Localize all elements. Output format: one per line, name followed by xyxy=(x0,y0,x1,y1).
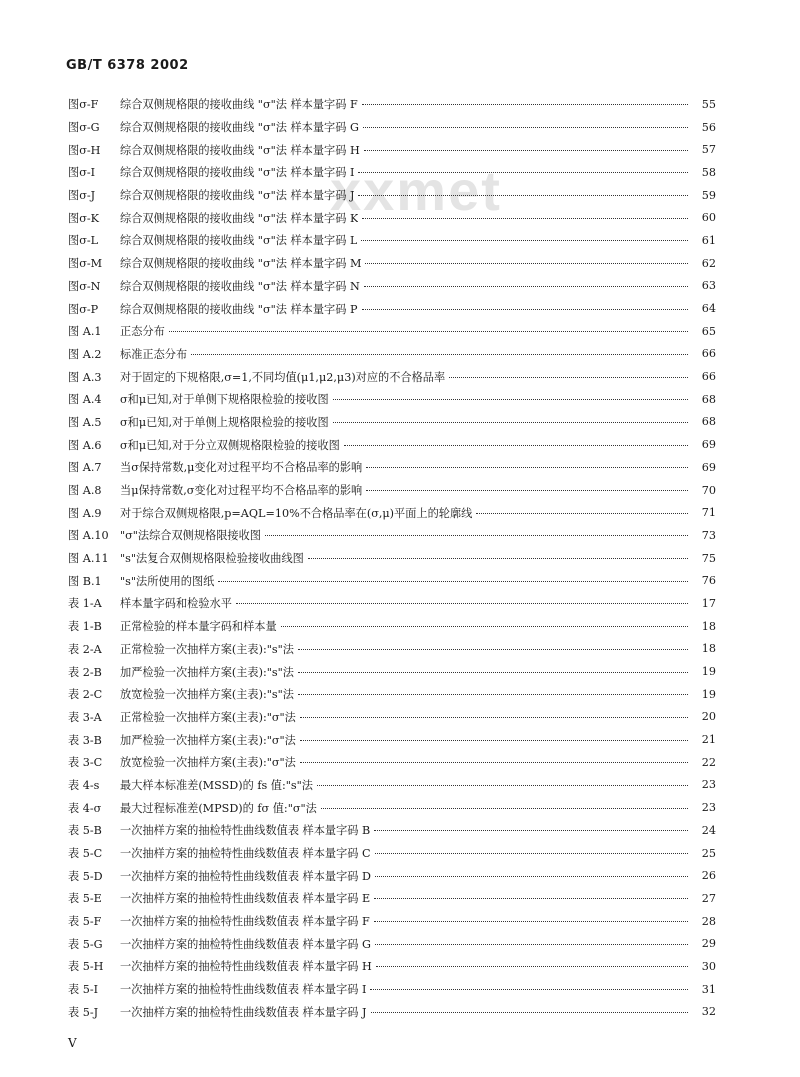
toc-entry[interactable] xyxy=(68,955,716,978)
leader-dots xyxy=(362,217,688,219)
toc-entry-page: 29 xyxy=(701,937,716,951)
toc-entry[interactable] xyxy=(68,932,716,955)
toc-entry-label: 图 A.5 xyxy=(68,415,102,429)
leader-dots xyxy=(449,376,688,378)
toc-entry-label: 图 A.2 xyxy=(68,347,102,361)
leader-dots xyxy=(265,534,688,536)
toc-entry-title: σ和μ已知,对于单侧上规格限检验的接收图 xyxy=(120,415,329,429)
leader-dots xyxy=(300,716,688,718)
toc-entry-title: 最大过程标准差(MPSD)的 fσ 值:"σ"法 xyxy=(120,801,317,815)
toc-entry-label: 表 5-G xyxy=(68,937,103,951)
toc-entry-title: 加严检验一次抽样方案(主表):"s"法 xyxy=(120,665,294,679)
toc-entry-title: 综合双侧规格限的接收曲线 "σ"法 样本量字码 N xyxy=(120,279,360,293)
toc-entry-page: 23 xyxy=(701,778,716,792)
toc-entry-title: 放宽检验一次抽样方案(主表):"s"法 xyxy=(120,688,294,702)
toc-entry-page: 28 xyxy=(701,914,716,928)
toc-entry-title: 一次抽样方案的抽检特性曲线数值表 样本量字码 G xyxy=(120,937,371,951)
leader-dots xyxy=(308,557,688,559)
toc-entry-title: 一次抽样方案的抽检特性曲线数值表 样本量字码 F xyxy=(120,915,370,929)
toc-entry-label: 表 5-I xyxy=(68,983,99,997)
leader-dots xyxy=(374,920,688,922)
toc-entry-title: 综合双侧规格限的接收曲线 "σ"法 样本量字码 I xyxy=(120,166,355,180)
toc-entry-title: 一次抽样方案的抽检特性曲线数值表 样本量字码 C xyxy=(120,847,371,861)
leader-dots xyxy=(218,580,688,582)
toc-entry[interactable] xyxy=(68,524,716,547)
leader-dots xyxy=(361,239,688,241)
toc-entry-label: 图 A.10 xyxy=(68,529,109,543)
toc-entry-page: 26 xyxy=(701,869,716,883)
toc-entry-label: 表 1-A xyxy=(68,597,102,611)
toc-entry-label: 图 A.4 xyxy=(68,393,102,407)
leader-dots xyxy=(169,330,688,332)
toc-entry-title: 综合双侧规格限的接收曲线 "σ"法 样本量字码 K xyxy=(120,211,359,225)
toc-entry-title: 加严检验一次抽样方案(主表):"σ"法 xyxy=(120,733,296,747)
toc-entry[interactable] xyxy=(68,138,716,161)
toc-entry-label: 图 B.1 xyxy=(68,574,102,588)
toc-entry-page: 68 xyxy=(701,392,716,406)
toc-entry[interactable] xyxy=(68,615,716,638)
toc-entry[interactable] xyxy=(68,547,716,570)
leader-dots xyxy=(317,784,688,786)
toc-entry-page: 18 xyxy=(701,642,716,656)
toc-entry-page: 18 xyxy=(701,619,716,633)
leader-dots xyxy=(375,852,688,854)
toc-entry-page: 69 xyxy=(701,438,716,452)
leader-dots xyxy=(363,126,688,128)
leader-dots xyxy=(300,761,688,763)
toc-entry-page: 20 xyxy=(701,710,716,724)
leader-dots xyxy=(333,421,688,423)
leader-dots xyxy=(344,444,688,446)
toc-entry-label: 表 5-C xyxy=(68,847,103,861)
toc-entry-label: 图 A.6 xyxy=(68,438,102,452)
toc-entry-label: 图 A.7 xyxy=(68,461,102,475)
toc-entry-label: 图σ-H xyxy=(68,143,101,157)
toc-entry-label: 表 2-C xyxy=(68,688,103,702)
toc-entry-title: "s"法所使用的图纸 xyxy=(120,574,215,588)
leader-dots xyxy=(375,943,688,945)
leader-dots xyxy=(364,285,688,287)
toc-entry-page: 57 xyxy=(701,143,716,157)
toc-entry-page: 21 xyxy=(701,733,716,747)
leader-dots xyxy=(370,988,688,990)
leader-dots xyxy=(362,103,688,105)
toc-entry[interactable] xyxy=(68,456,716,479)
toc-entry[interactable] xyxy=(68,411,716,434)
toc-entry-page: 56 xyxy=(701,120,716,134)
toc-entry-title: 当μ保持常数,σ变化对过程平均不合格品率的影响 xyxy=(120,484,363,498)
toc-entry[interactable] xyxy=(68,660,716,683)
toc-entry-label: 图σ-G xyxy=(68,121,100,135)
toc-entry[interactable] xyxy=(68,433,716,456)
leader-dots xyxy=(236,602,688,604)
toc-entry-label: 图 A.11 xyxy=(68,552,109,566)
toc-entry[interactable] xyxy=(68,388,716,411)
toc-entry-page: 61 xyxy=(701,233,716,247)
toc-entry-label: 表 3-C xyxy=(68,756,103,770)
toc-entry[interactable] xyxy=(68,161,716,184)
toc-entry-page: 19 xyxy=(701,687,716,701)
leader-dots xyxy=(476,512,688,514)
toc-entry-title: 一次抽样方案的抽检特性曲线数值表 样本量字码 B xyxy=(120,824,371,838)
toc-entry-label: 表 1-B xyxy=(68,620,102,634)
toc-entry-label: 表 3-B xyxy=(68,733,102,747)
toc-entry-title: 正常检验一次抽样方案(主表):"σ"法 xyxy=(120,710,296,724)
toc-entry-label: 表 3-A xyxy=(68,710,102,724)
toc-entry-label: 图σ-F xyxy=(68,98,99,112)
leader-dots xyxy=(321,807,688,809)
toc-entry[interactable] xyxy=(68,774,716,797)
toc-entry[interactable] xyxy=(68,343,716,366)
toc-entry[interactable] xyxy=(68,229,716,252)
toc-entry-page: 27 xyxy=(701,891,716,905)
toc-entry[interactable] xyxy=(68,910,716,933)
toc-entry-label: 表 5-H xyxy=(68,960,104,974)
toc-entry-title: σ和μ已知,对于单侧下规格限检验的接收图 xyxy=(120,393,329,407)
toc-entry-label: 表 4-s xyxy=(68,778,100,792)
toc-entry-label: 图σ-L xyxy=(68,234,99,248)
toc-entry-label: 图 A.1 xyxy=(68,325,102,339)
toc-entry-label: 图σ-N xyxy=(68,279,101,293)
toc-entry-label: 图 A.3 xyxy=(68,370,102,384)
leader-dots xyxy=(362,308,688,310)
toc-entry[interactable] xyxy=(68,365,716,388)
toc-entry-label: 表 2-B xyxy=(68,665,102,679)
toc-entry-title: 一次抽样方案的抽检特性曲线数值表 样本量字码 E xyxy=(120,892,371,906)
toc-entry-page: 64 xyxy=(701,302,716,316)
toc-entry-title: 综合双侧规格限的接收曲线 "σ"法 样本量字码 L xyxy=(120,234,358,248)
toc-entry[interactable] xyxy=(68,819,716,842)
toc-entry[interactable] xyxy=(68,638,716,661)
leader-dots xyxy=(358,194,688,196)
toc-entry-title: 综合双侧规格限的接收曲线 "σ"法 样本量字码 J xyxy=(120,189,355,203)
toc-entry-page: 24 xyxy=(701,823,716,837)
toc-entry[interactable] xyxy=(68,479,716,502)
toc-entry-page: 30 xyxy=(701,959,716,973)
toc-list xyxy=(68,93,716,1023)
toc-entry-title: σ和μ已知,对于分立双侧规格限检验的接收图 xyxy=(120,438,340,452)
toc-entry[interactable] xyxy=(68,569,716,592)
toc-entry-page: 55 xyxy=(701,97,716,111)
toc-entry-title: 最大样本标准差(MSSD)的 fs 值:"s"法 xyxy=(120,778,313,792)
leader-dots xyxy=(365,262,688,264)
toc-entry-page: 58 xyxy=(701,165,716,179)
toc-entry[interactable] xyxy=(68,796,716,819)
leader-dots xyxy=(300,739,688,741)
toc-entry-title: 综合双侧规格限的接收曲线 "σ"法 样本量字码 M xyxy=(120,257,362,271)
leader-dots xyxy=(333,398,688,400)
toc-entry-page: 23 xyxy=(701,801,716,815)
toc-entry[interactable] xyxy=(68,842,716,865)
toc-entry-page: 19 xyxy=(701,665,716,679)
leader-dots xyxy=(358,171,688,173)
toc-entry[interactable] xyxy=(68,1001,716,1024)
toc-entry-title: 样本量字码和检验水平 xyxy=(120,597,232,611)
toc-entry-page: 62 xyxy=(701,256,716,270)
leader-dots xyxy=(298,693,688,695)
toc-entry-title: 标准正态分布 xyxy=(120,347,188,361)
toc-entry-title: 对于综合双侧规格限,p=AQL=10%不合格品率在(σ,μ)平面上的轮廓线 xyxy=(120,506,473,520)
toc-entry-label: 图σ-J xyxy=(68,189,96,203)
leader-dots xyxy=(191,353,688,355)
toc-entry-title: 正常检验的样本量字码和样本量 xyxy=(120,620,277,634)
toc-entry-title: "s"法复合双侧规格限检验接收曲线图 xyxy=(120,552,304,566)
toc-entry[interactable] xyxy=(68,978,716,1001)
toc-entry-title: 一次抽样方案的抽检特性曲线数值表 样本量字码 H xyxy=(120,960,372,974)
leader-dots xyxy=(374,897,688,899)
toc-entry[interactable] xyxy=(68,297,716,320)
toc-entry-title: 一次抽样方案的抽检特性曲线数值表 样本量字码 D xyxy=(120,869,372,883)
toc-entry-title: 综合双侧规格限的接收曲线 "σ"法 样本量字码 P xyxy=(120,302,358,316)
toc-entry-page: 25 xyxy=(701,846,716,860)
toc-entry-label: 表 5-E xyxy=(68,892,102,906)
toc-entry[interactable] xyxy=(68,864,716,887)
toc-entry-label: 表 2-A xyxy=(68,642,102,656)
toc-entry-page: 66 xyxy=(701,347,716,361)
toc-entry-page: 22 xyxy=(701,755,716,769)
toc-entry[interactable] xyxy=(68,275,716,298)
leader-dots xyxy=(375,875,688,877)
leader-dots xyxy=(371,1011,688,1013)
toc-entry-label: 图 A.8 xyxy=(68,484,102,498)
toc-entry[interactable] xyxy=(68,320,716,343)
toc-entry-label: 图σ-K xyxy=(68,211,99,225)
toc-entry-title: 对于固定的下规格限,σ=1,不同均值(μ1,μ2,μ3)对应的不合格品率 xyxy=(120,370,446,384)
toc-entry-page: 73 xyxy=(701,528,716,542)
toc-entry-label: 图σ-M xyxy=(68,257,103,271)
toc-entry-title: 放宽检验一次抽样方案(主表):"σ"法 xyxy=(120,756,296,770)
toc-entry-label: 图σ-I xyxy=(68,166,96,180)
toc-entry-label: 图 A.9 xyxy=(68,506,102,520)
toc-entry-page: 63 xyxy=(701,279,716,293)
toc-entry[interactable] xyxy=(68,592,716,615)
leader-dots xyxy=(298,648,688,650)
toc-entry-title: 综合双侧规格限的接收曲线 "σ"法 样本量字码 H xyxy=(120,143,360,157)
toc-entry[interactable] xyxy=(68,706,716,729)
toc-entry[interactable] xyxy=(68,184,716,207)
toc-entry[interactable] xyxy=(68,751,716,774)
toc-entry[interactable] xyxy=(68,887,716,910)
toc-entry-title: 一次抽样方案的抽检特性曲线数值表 样本量字码 J xyxy=(120,1005,367,1019)
toc-entry-label: 表 5-B xyxy=(68,824,102,838)
toc-entry[interactable] xyxy=(68,252,716,275)
toc-entry-page: 31 xyxy=(701,982,716,996)
leader-dots xyxy=(364,149,688,151)
toc-entry-page: 65 xyxy=(701,324,716,338)
watermark: xxmet xyxy=(330,159,502,222)
leader-dots xyxy=(374,829,688,831)
toc-entry-title: "σ"法综合双侧规格限接收图 xyxy=(120,529,261,543)
toc-entry-title: 当σ保持常数,μ变化对过程平均不合格品率的影响 xyxy=(120,461,363,475)
toc-entry-page: 76 xyxy=(701,574,716,588)
leader-dots xyxy=(281,625,688,627)
toc-entry-page: 66 xyxy=(701,370,716,384)
toc-entry[interactable] xyxy=(68,206,716,229)
toc-entry[interactable] xyxy=(68,683,716,706)
toc-entry-page: 71 xyxy=(701,506,716,520)
toc-entry-page: 69 xyxy=(701,460,716,474)
toc-entry[interactable] xyxy=(68,93,716,116)
toc-entry-title: 正常检验一次抽样方案(主表):"s"法 xyxy=(120,642,294,656)
toc-entry-page: 32 xyxy=(701,1005,716,1019)
toc-entry[interactable] xyxy=(68,116,716,139)
toc-entry[interactable] xyxy=(68,728,716,751)
toc-entry-page: 70 xyxy=(701,483,716,497)
toc-entry-page: 68 xyxy=(701,415,716,429)
toc-entry-label: 表 5-J xyxy=(68,1005,99,1019)
toc-entry-page: 75 xyxy=(701,551,716,565)
toc-entry-title: 正态分布 xyxy=(120,325,165,339)
toc-entry-label: 图σ-P xyxy=(68,302,99,316)
toc-entry-title: 综合双侧规格限的接收曲线 "σ"法 样本量字码 F xyxy=(120,98,358,112)
leader-dots xyxy=(298,671,688,673)
toc-entry-title: 一次抽样方案的抽检特性曲线数值表 样本量字码 I xyxy=(120,983,367,997)
leader-dots xyxy=(366,466,688,468)
page-number: V xyxy=(68,1036,77,1050)
toc-entry-label: 表 5-D xyxy=(68,869,103,883)
toc-entry-page: 17 xyxy=(701,596,716,610)
toc-entry-title: 综合双侧规格限的接收曲线 "σ"法 样本量字码 G xyxy=(120,121,359,135)
leader-dots xyxy=(376,965,688,967)
toc-entry-page: 60 xyxy=(701,211,716,225)
toc-entry-label: 表 5-F xyxy=(68,915,102,929)
toc-entry-page: 59 xyxy=(701,188,716,202)
document-code: GB/T 6378 2002 xyxy=(66,58,189,73)
toc-entry[interactable] xyxy=(68,501,716,524)
leader-dots xyxy=(366,489,688,491)
toc-entry-label: 表 4-σ xyxy=(68,801,102,815)
